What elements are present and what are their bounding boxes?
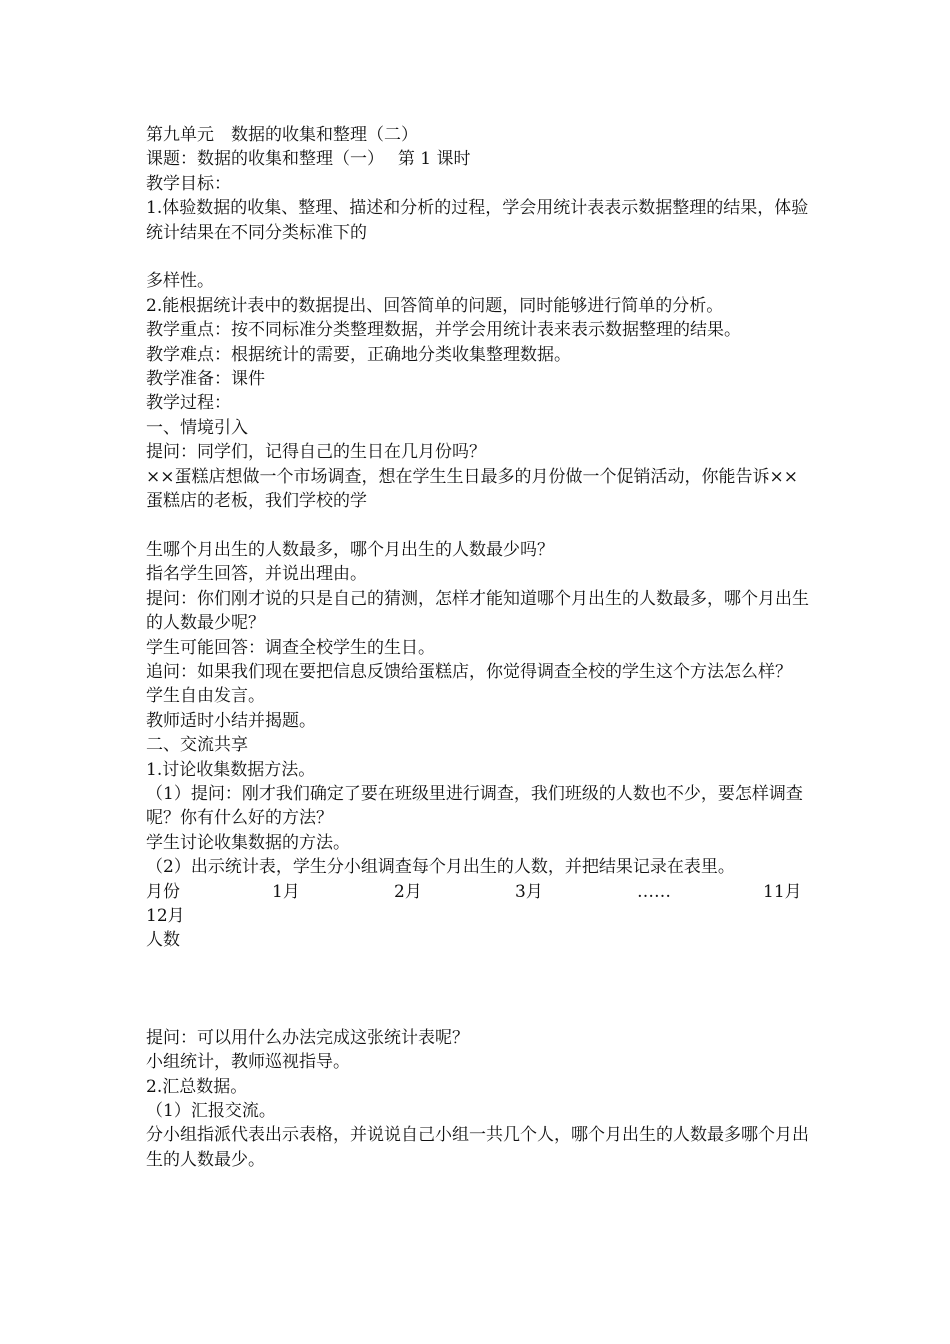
goals-heading: 教学目标：: [146, 173, 231, 194]
paragraph: 提问：你们刚才说的只是自己的猜测，怎样才能知道哪个月出生的人数最多，哪个月出生的人数最少呢？: [146, 588, 809, 634]
paragraph: 2.汇总数据。: [146, 1076, 248, 1097]
goal-1: 1.体验数据的收集、整理、描述和分析的过程，学会用统计表表示数据整理的结果，体验统计结果在不同分类标准下的: [146, 198, 809, 243]
spacer: [146, 513, 811, 537]
goal-1-cont: 多样性。: [146, 271, 214, 292]
paragraph: （1）提问：刚才我们确定了要在班级里进行调查，我们班级的人数也不少，要怎样调查呢？你有什么好的方法？: [146, 783, 803, 829]
key-point: 教学重点：按不同标准分类整理数据，并学会用统计表来表示数据整理的结果。: [146, 320, 741, 341]
table-cell: 2月: [394, 881, 422, 902]
unit-title: 第九单元 数据的收集和整理（二）: [146, 125, 418, 145]
paragraph: ××蛋糕店想做一个市场调查，想在学生生日最多的月份做一个促销活动，你能告诉××蛋糕店的老板，我们学校的学: [146, 466, 798, 512]
table-row-label: 人数: [146, 930, 180, 951]
spacer: [146, 245, 811, 269]
table-header-row: [146, 880, 811, 904]
paragraph: 小组统计，教师巡视指导。: [146, 1052, 350, 1073]
lesson-title: 课题：数据的收集和整理（一） 第 1 课时: [146, 149, 471, 170]
section-2-heading: 二、交流共享: [146, 735, 248, 756]
paragraph: 追问：如果我们现在要把信息反馈给蛋糕店，你觉得调查全校的学生这个方法怎么样？: [146, 661, 792, 682]
table-cell: 12月: [146, 905, 185, 926]
preparation: 教学准备：课件: [146, 369, 265, 390]
difficulty: 教学难点：根据统计的需要，正确地分类收集整理数据。: [146, 344, 571, 365]
paragraph: （1）汇报交流。: [146, 1100, 276, 1121]
table-cell: 11月: [763, 881, 802, 902]
process-heading: 教学过程：: [146, 393, 231, 414]
spacer: [146, 953, 811, 1026]
paragraph: 学生可能回答：调查全校学生的生日。: [146, 637, 435, 658]
paragraph: 提问：可以用什么办法完成这张统计表呢？: [146, 1027, 469, 1048]
table-cell: ……: [637, 881, 671, 902]
paragraph: 指名学生回答，并说出理由。: [146, 564, 367, 585]
paragraph: 生哪个月出生的人数最多，哪个月出生的人数最少吗？: [146, 539, 554, 560]
paragraph: （2）出示统计表，学生分小组调查每个月出生的人数，并把结果记录在表里。: [146, 857, 735, 878]
document-body: [146, 123, 811, 1172]
paragraph: 提问：同学们，记得自己的生日在几月份吗？: [146, 442, 486, 463]
paragraph: 学生讨论收集数据的方法。: [146, 832, 350, 853]
paragraph: 学生自由发言。: [146, 686, 265, 707]
paragraph: 分小组指派代表出示表格，并说说自己小组一共几个人，哪个月出生的人数最多哪个月出生的人数最少。: [146, 1125, 809, 1170]
section-1-heading: 一、情境引入: [146, 417, 248, 438]
table-cell: 月份: [146, 881, 180, 902]
paragraph: 1.讨论收集数据方法。: [146, 759, 316, 780]
goal-2: 2.能根据统计表中的数据提出、回答简单的问题，同时能够进行简单的分析。: [146, 295, 724, 316]
paragraph: 教师适时小结并揭题。: [146, 710, 316, 731]
table-cell: 1月: [272, 881, 300, 902]
table-cell: 3月: [515, 881, 543, 902]
